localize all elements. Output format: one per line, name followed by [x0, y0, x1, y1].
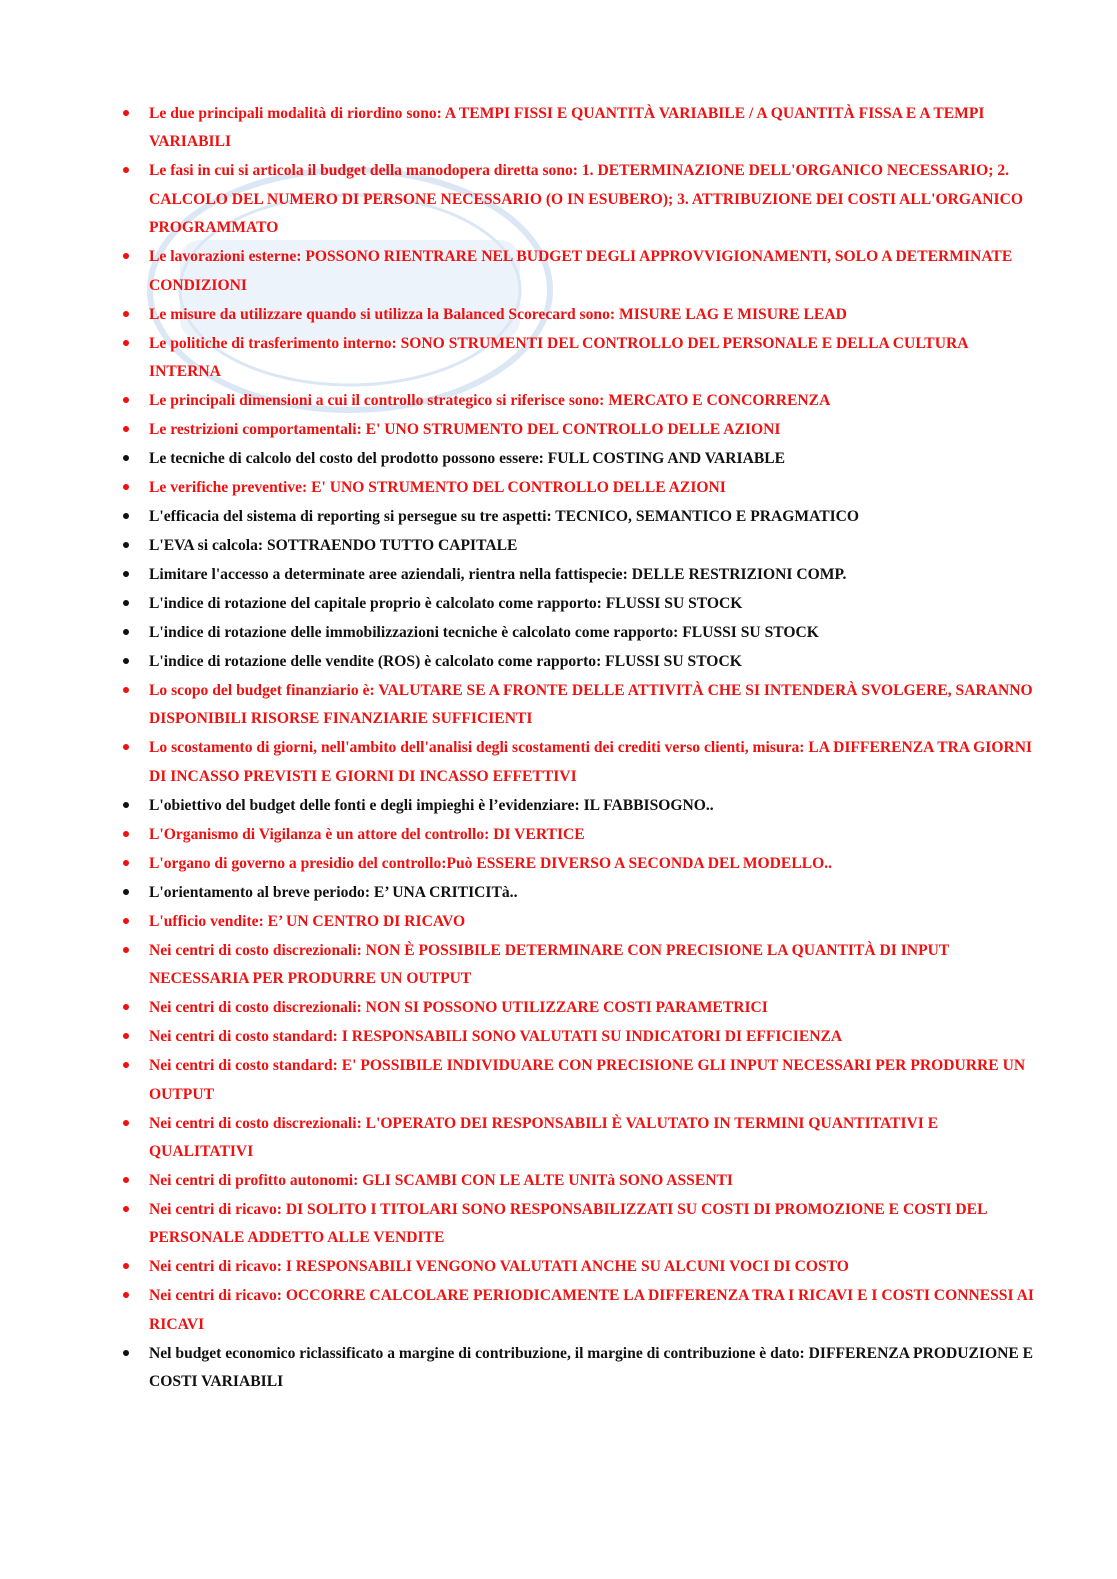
list-item — [120, 850, 1040, 878]
bullet-icon — [123, 1206, 129, 1212]
bullet-icon — [123, 542, 129, 548]
list-item-text: Nei centri di profitto autonomi: GLI SCAMBI CON LE ALTE UNITà SONO ASSENTI — [149, 1172, 733, 1190]
list-item-text: Nei centri di costo discrezionali: NON SI POSSONO UTILIZZARE COSTI PARAMETRICI — [149, 999, 768, 1017]
list-item — [120, 879, 1040, 907]
list-item — [120, 937, 1040, 994]
list-item — [120, 792, 1040, 820]
list-item-text: Le politiche di trasferimento interno: SONO STRUMENTI DEL CONTROLLO DEL PERSONALE E DELLA CULTURA INTERNA — [149, 334, 968, 381]
bullet-icon — [123, 744, 129, 750]
list-item — [120, 100, 1040, 157]
list-item-text: L'organo di governo a presidio del controllo:Può ESSERE DIVERSO A SECONDA DEL MODELLO.. — [149, 854, 833, 872]
list-item — [120, 677, 1040, 734]
bullet-icon — [123, 889, 129, 895]
list-item — [120, 821, 1040, 849]
bullet-icon — [123, 1004, 129, 1010]
bullet-icon — [123, 831, 129, 837]
list-item-text: L'orientamento al breve periodo: E’ UNA CRITICITà.. — [149, 883, 518, 901]
list-item — [120, 1282, 1040, 1339]
bullet-icon — [123, 484, 129, 490]
bullet-icon — [123, 947, 129, 953]
list-item-text: Lo scostamento di giorni, nell'ambito dell'analisi degli scostamenti dei crediti verso clienti, misura: LA DIFFERENZA TRA GIORNI DI INCASSO PREVISTI E GIORNI DI INCASSO EFFETTIVI — [149, 739, 1033, 785]
bullet-icon — [123, 802, 129, 808]
list-item — [120, 474, 1040, 502]
list-item — [120, 590, 1040, 618]
list-item — [120, 330, 1040, 387]
list-item-text: Nei centri di costo standard: E' POSSIBILE INDIVIDUARE CON PRECISIONE GLI INPUT NECESSARI PER PRODURRE UN OUTPUT — [149, 1057, 1026, 1103]
list-item-text: Nei centri di ricavo: DI SOLITO I TITOLARI SONO RESPONSABILIZZATI SU COSTI DI PROMOZIONE E COSTI DEL PERSONALE ADDETTO ALLE VENDITE — [149, 1201, 987, 1247]
list-item-text: L'obiettivo del budget delle fonti e degli impieghi è l’evidenziare: IL FABBISOGNO.. — [149, 796, 714, 814]
list-item-text: L'efficacia del sistema di reporting si persegue su tre aspetti: TECNICO, SEMANTICO E PRAGMATICO — [149, 508, 860, 526]
bullet-list — [120, 100, 1040, 1397]
list-item — [120, 1167, 1040, 1195]
list-item — [120, 561, 1040, 589]
list-item — [120, 619, 1040, 647]
bullet-icon — [123, 1033, 129, 1039]
list-item-text: Le verifiche preventive: E' UNO STRUMENTO DEL CONTROLLO DELLE AZIONI — [149, 479, 726, 497]
bullet-icon — [123, 1062, 129, 1068]
bullet-icon — [123, 1120, 129, 1126]
list-item — [120, 1340, 1040, 1397]
bullet-icon — [123, 513, 129, 519]
list-item — [120, 1196, 1040, 1253]
bullet-icon — [123, 311, 129, 317]
list-item — [120, 908, 1040, 936]
list-item — [120, 1023, 1040, 1051]
list-item — [120, 387, 1040, 415]
list-item-text: L'indice di rotazione delle vendite (ROS) è calcolato come rapporto: FLUSSI SU STOCK — [149, 653, 742, 671]
list-item-text: Lo scopo del budget finanziario è: VALUTARE SE A FRONTE DELLE ATTIVITÀ CHE SI INTENDERÀ SVOLGERE, SARANNO DISPONIBILI RISORSE FINANZIARIE SUFFICIENTI — [149, 682, 1033, 728]
bullet-icon — [123, 860, 129, 866]
list-item — [120, 445, 1040, 473]
list-item-text: L'EVA si calcola: SOTTRAENDO TUTTO CAPITALE — [149, 537, 518, 555]
bullet-icon — [123, 110, 129, 116]
list-item-text: Nel budget economico riclassificato a margine di contribuzione, il margine di contribuzione è dato: DIFFERENZA PRODUZIONE E COSTI VARIABILI — [149, 1344, 1034, 1391]
bullet-icon — [123, 167, 129, 173]
list-item-text: Nei centri di costo standard: I RESPONSABILI SONO VALUTATI SU INDICATORI DI EFFICIENZA — [149, 1028, 843, 1046]
bullet-icon — [123, 918, 129, 924]
bullet-icon — [123, 658, 129, 664]
bullet-icon — [123, 629, 129, 635]
bullet-icon — [123, 571, 129, 577]
list-item-text: Nei centri di ricavo: I RESPONSABILI VENGONO VALUTATI ANCHE SU ALCUNI VOCI DI COSTO — [149, 1258, 849, 1276]
list-item-text: Nei centri di ricavo: OCCORRE CALCOLARE PERIODICAMENTE LA DIFFERENZA TRA I RICAVI E I COSTI CONNESSI AI RICAVI — [149, 1287, 1034, 1333]
list-item — [120, 1110, 1040, 1167]
bullet-icon — [123, 600, 129, 606]
list-item-text: Le tecniche di calcolo del costo del prodotto possono essere: FULL COSTING AND VARIABLE — [149, 450, 786, 468]
list-item-text: Le restrizioni comportamentali: E' UNO STRUMENTO DEL CONTROLLO DELLE AZIONI — [149, 421, 781, 439]
list-item-text: Nei centri di costo discrezionali: NON È POSSIBILE DETERMINARE CON PRECISIONE LA QUANTITÀ DI INPUT NECESSARIA PER PRODURRE UN OUTPUT — [149, 941, 949, 988]
list-item-text: L'indice di rotazione delle immobilizzazioni tecniche è calcolato come rapporto: FLUSSI SU STOCK — [149, 624, 819, 642]
bullet-icon — [123, 340, 129, 346]
list-item-text: Le misure da utilizzare quando si utilizza la Balanced Scorecard sono: MISURE LAG E MISURE LEAD — [149, 305, 847, 323]
list-item — [120, 532, 1040, 560]
bullet-icon — [123, 1292, 129, 1298]
list-item — [120, 243, 1040, 300]
list-item — [120, 1253, 1040, 1281]
list-item-text: Le due principali modalità di riordino sono: A TEMPI FISSI E QUANTITÀ VARIABILE / A QUANTITÀ FISSA E A TEMPI VARIABILI — [149, 105, 985, 151]
bullet-icon — [123, 687, 129, 693]
bullet-icon — [123, 455, 129, 461]
list-item — [120, 503, 1040, 531]
list-item — [120, 648, 1040, 676]
list-item-text: Le principali dimensioni a cui il controllo strategico si riferisce sono: MERCATO E CONCORRENZA — [149, 392, 831, 410]
list-item-text: L'indice di rotazione del capitale proprio è calcolato come rapporto: FLUSSI SU STOCK — [149, 595, 743, 613]
list-item — [120, 994, 1040, 1022]
list-item — [120, 1052, 1040, 1109]
list-item-text: L'Organismo di Vigilanza è un attore del controllo: DI VERTICE — [149, 825, 585, 843]
list-item-text: Limitare l'accesso a determinate aree aziendali, rientra nella fattispecie: DELLE RESTRIZIONI COMP. — [149, 566, 847, 584]
list-item — [120, 416, 1040, 444]
bullet-icon — [123, 1263, 129, 1269]
bullet-icon — [123, 1350, 129, 1356]
list-item — [120, 301, 1040, 329]
bullet-icon — [123, 1177, 129, 1183]
list-item-text: L'ufficio vendite: E’ UN CENTRO DI RICAVO — [149, 912, 466, 930]
list-item — [120, 157, 1040, 242]
list-item-text: Le fasi in cui si articola il budget della manodopera diretta sono: 1. DETERMINAZIONE DELL'ORGANICO NECESSARIO; 2. CALCOLO DEL NUMERO DI PERSONE NECESSARIO (O IN ESUBERO); 3. ATTRIBUZIONE DEI COSTI ALL'ORGANICO PROGRAMMATO — [149, 162, 1023, 237]
list-item-text: Nei centri di costo discrezionali: L'OPERATO DEI RESPONSABILI È VALUTATO IN TERMINI QUANTITATIVI E QUALITATIVI — [149, 1114, 939, 1161]
list-item — [120, 734, 1040, 791]
bullet-icon — [123, 397, 129, 403]
bullet-icon — [123, 253, 129, 259]
list-item-text: Le lavorazioni esterne: POSSONO RIENTRARE NEL BUDGET DEGLI APPROVVIGIONAMENTI, SOLO A DETERMINATE CONDIZIONI — [149, 248, 1013, 294]
bullet-icon — [123, 426, 129, 432]
